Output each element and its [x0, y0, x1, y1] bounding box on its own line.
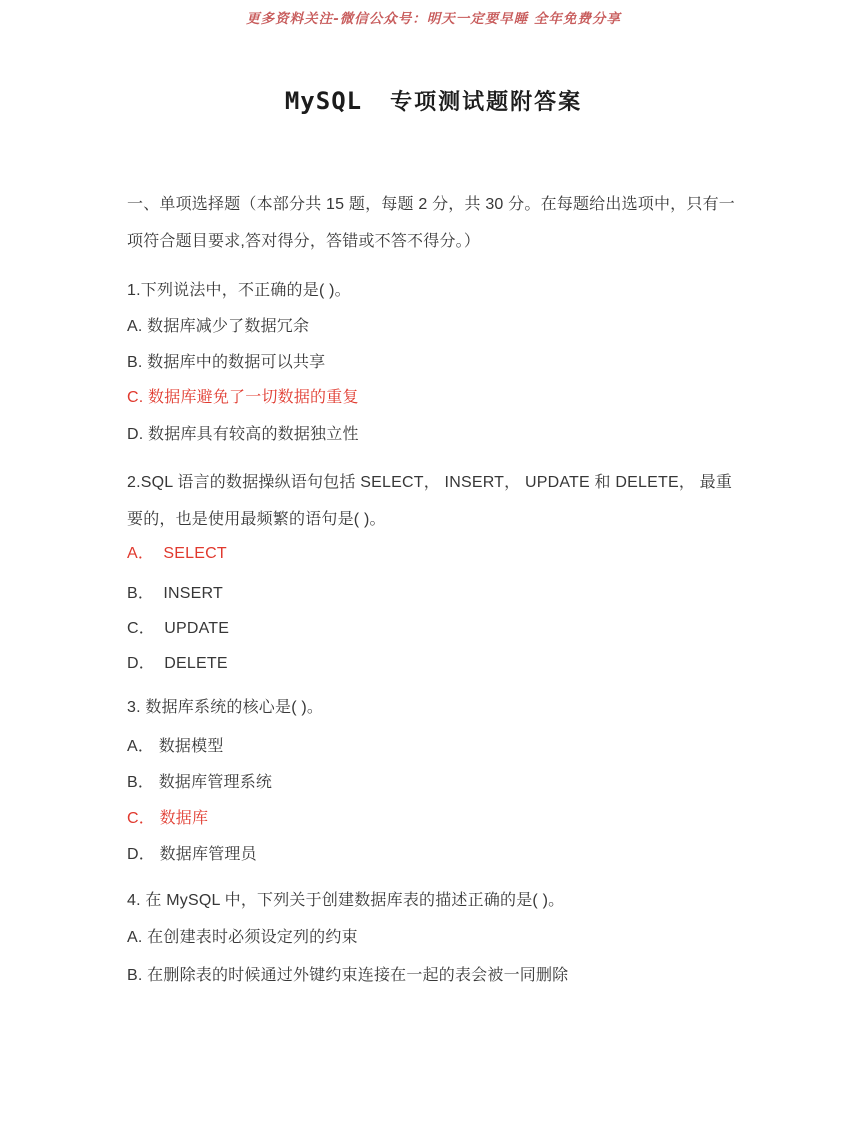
q3-option-d: D． 数据库管理员	[127, 846, 257, 863]
doc-title-chinese: 专项测试题附答案	[390, 89, 583, 114]
q1-option-a: A. 数据库减少了数据冗余	[127, 318, 310, 335]
promo-header-text: 更多资料关注-微信公众号：明天一定要早睡 全年免费分享	[246, 11, 621, 27]
q3-option-c: C． 数据库	[127, 810, 209, 827]
q2-stem: 2.SQL 语言的数据操纵语句包括 SELECT， INSERT， UPDATE 和 DELETE， 最重要的，也是使用最频繁的语句是( )。	[127, 474, 733, 528]
doc-title	[0, 80, 867, 117]
q4-option-b: B. 在删除表的时候通过外键约束连接在一起的表会被一同删除	[127, 967, 569, 984]
section-heading: 一、单项选择题（本部分共 15 题，每题 2 分，共 30 分。在每题给出选项中，只有一项符合题目要求,答对得分，答错或不答不得分。）	[127, 196, 735, 250]
q2-option-a: A． SELECT	[127, 545, 227, 562]
q3-option-a: A． 数据模型	[127, 738, 224, 755]
q1-option-c: C. 数据库避免了一切数据的重复	[127, 389, 359, 406]
q4-option-a: A. 在创建表时必须设定列的约束	[127, 929, 358, 946]
q1-stem: 1.下列说法中，不正确的是( )。	[127, 282, 351, 299]
q3-option-b: B． 数据库管理系统	[127, 774, 273, 791]
q1-option-d: D. 数据库具有较高的数据独立性	[127, 426, 359, 443]
doc-title-latin: MySQL	[284, 87, 363, 115]
q2-option-b: B． INSERT	[127, 585, 223, 602]
q3-stem: 3. 数据库系统的核心是( )。	[127, 699, 324, 716]
q1-option-b: B. 数据库中的数据可以共享	[127, 354, 326, 371]
q2-option-d: D． DELETE	[127, 655, 228, 672]
q4-stem: 4. 在 MySQL 中，下列关于创建数据库表的描述正确的是( )。	[127, 892, 565, 909]
q2-option-c: C． UPDATE	[127, 620, 230, 637]
